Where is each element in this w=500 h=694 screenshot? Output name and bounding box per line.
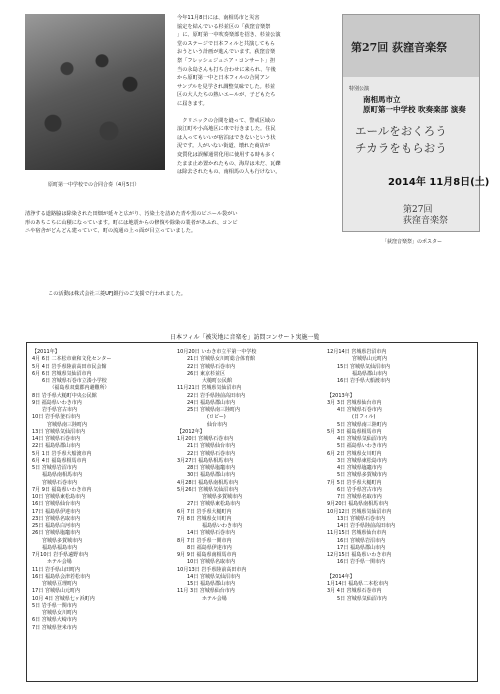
poster-title: 第27回 荻窪音楽祭: [351, 41, 448, 54]
article-paragraph-2: クリニックの合間を縫って、警戒区域の 浪江町や小高地区に車で行きました。住民 は入ってもいいが宿泊はできないという状 況です。人がいない街道、壊れた商店が 変質化は誤解通常化用に使用する時も多く たまま止め置かれたもの、海岸は未だ、瓦礫 は除去されたもの、南相馬の人も行けない。: [177, 117, 281, 176]
poster-caption: 「荻窪音楽祭」のポスター: [382, 239, 443, 245]
article-paragraph-wide: 清浄する道路脇は除染された田畑が延々と広がり、汚染土を詰めた青や黒のビニール袋がい 形のあちこちに山積になっています。町には地震からの修復や除染の業者があふれ、コンビ ニや宿舎がどんどん建っていて、町の流通の上っ面が目立っていました。: [25, 211, 238, 235]
sponsor-note: この活動は株式会社三菱UFJ銀行のご支援で行われました。: [48, 291, 186, 297]
concert-list-column-3: 12月14日 宮城県岩沼市内 宮城県山元町内 15日 宮城県気仙沼市内 福島県郡山市内 16日 岩手県大船渡市内 【2013年】 3月 3日 宮城県仙台市内 4日 宮城県石巻市内 (日フィル) 5日 宮城県南三陸町内 5月 3日 福島県相馬市内 4日 宮城県気仙沼市内 5日 福島県いわき市内 6月 2日 宮城県女川町内 3日 宮城県東松島市内 4日 宮城県塩竈市内 5日 宮城県多賀城市内 7月 5日 岩手県大槌町内 6日 岩手県宮古市内 7日 宮城県名取市内 9月20日 福島県南相馬市内 10月12日 宮城県気仙沼市内 13日 宮城県石巻市内 14日 岩手県陸前高田市内 11月15日 宮城県仙台市内 16日 宮城県岩沼市内 17日 福島県郡山市内 12月15日 福島県いわき市内 16日 岩手県一関市内 【2014年】 1月14日 福島県二本松市内 3月 4日 宮城県石巻市内 5日 宮城県気仙沼市内: [327, 349, 395, 602]
concert-list-column-2: 10月20日 いわき市立平第一中学校 21日 宮城県女川町総合体育館 22日 宮城県石巻市内 26日 東京杉並区 大槌町公民館 11月21日 宮城県気仙沼市内 22日 岩手県陸前高田市内 24日 福島県郡山市内 25日 宮城県南三陸町内 (ロビー) 仙台市内 【2012年】 1月20日 宮城県石巻市内 21日 宮城県仙台市内 22日 宮城県石巻市内 3月27日 福島県相馬市内 28日 宮城県塩竈市内 30日 福島県郡山市内 4月28日 福島県南相馬市内 5月26日 宮城県気仙沼市内 宮城県多賀城市内 27日 宮城県東松島市内 6月 7日 岩手県大槌町内 7月 8日 宮城県女川町内 福島県いわき市内 14日 宮城県石巻市内 8月 7日 岩手県一関市内 8日 福島県伊達市内 9月 9日 福島県南相馬市内 10日 宮城県名取市内 10月13日 岩手県陸前高田市内 14日 宮城県気仙沼市内 15日 福島県郡山市内 11月 3日 宮城県仙台市内 ホテル会場: [177, 349, 257, 602]
festival-poster: [342, 14, 490, 232]
article-column: [177, 14, 337, 177]
poster-subtitle: 特別公演: [349, 86, 370, 92]
concert-list-column-1: 【2011年】 4月 6日 二本松市東和文化センター 5月 4日 岩手県陸前高田市民会館 6月 6日 宮城県気仙沼市内 6日 宮城県石巻市立湊小学校 （福島県双葉郡内避難所） 8日 岩手県大槌町中央公民館 9日 福島県いわき市内 岩手県宮古市内 10日 岩手県釜石市内 宮城県南三陸町内 13日 宮城県気仙沼市内 14日 宮城県石巻市内 22日 福島県郡山市内 5月 1日 岩手県大船渡市内 6月 4日 福島県相馬市内 5日 宮城県岩沼市内 福島県南相馬市内 宮城県石巻市内 7月 9日 福島県いわき市内 10日 宮城県東松島市内 16日 宮城県仙台市内 17日 福島県伊達市内 23日 宮城県名取市内 25日 福島県白河市内 26日 宮城県塩竈市内 宮城県多賀城市内 福島県福島市内 7月10日 岩手県遠野市内 ホテル会場 11日 岩手県山田町内 16日 福島県会津若松市内 宮城県亘理町内 17日 宮城県山元町内 10月 4日 宮城県七ヶ浜町内 5日 岩手県一関市内 宮城県女川町内 6日 宮城県大崎市内 7日 宮城県登米市内: [32, 349, 112, 631]
poster-org-line-1: 南相馬市立: [363, 95, 401, 104]
article-paragraph-1: 今年11月8日には、南相馬市と災害 協定を結んでいる杉並区の「荻窪音楽祭 」に、原町第一中吹奏楽部を招き、杉並公演 堂のステージで日本フィルと共演してもら おうという計画が進んでいます。荻窪音楽 祭「フレッシュジュニア・コンサート」担 当の永島さんも打ち合わせに来られ、午後 から原町第一中と日本フィルの合同アン サンブルを見学され調整気味でした。杉並 区の大人たちの熱いエールが、子どもたち に届きます。: [177, 15, 281, 107]
concert-photo: [25, 14, 165, 170]
poster-date: 2014年 11月8日(土): [388, 177, 490, 188]
concert-list-title: 日本フィル「被災地に音楽を」訪問コンサート実施一覧: [170, 334, 320, 341]
poster-slogan: エールをおくろう チカラをもらおう: [355, 124, 447, 155]
poster-org-line-2: 原町第一中学校 吹奏楽部 演奏: [363, 105, 466, 114]
photo-caption: 原町第一中学校での合同合奏（4月5日）: [48, 182, 140, 188]
poster-organization: [363, 95, 466, 115]
poster-footer: 第27回 荻窪音楽祭: [403, 205, 449, 226]
concert-list-table: [26, 342, 478, 682]
